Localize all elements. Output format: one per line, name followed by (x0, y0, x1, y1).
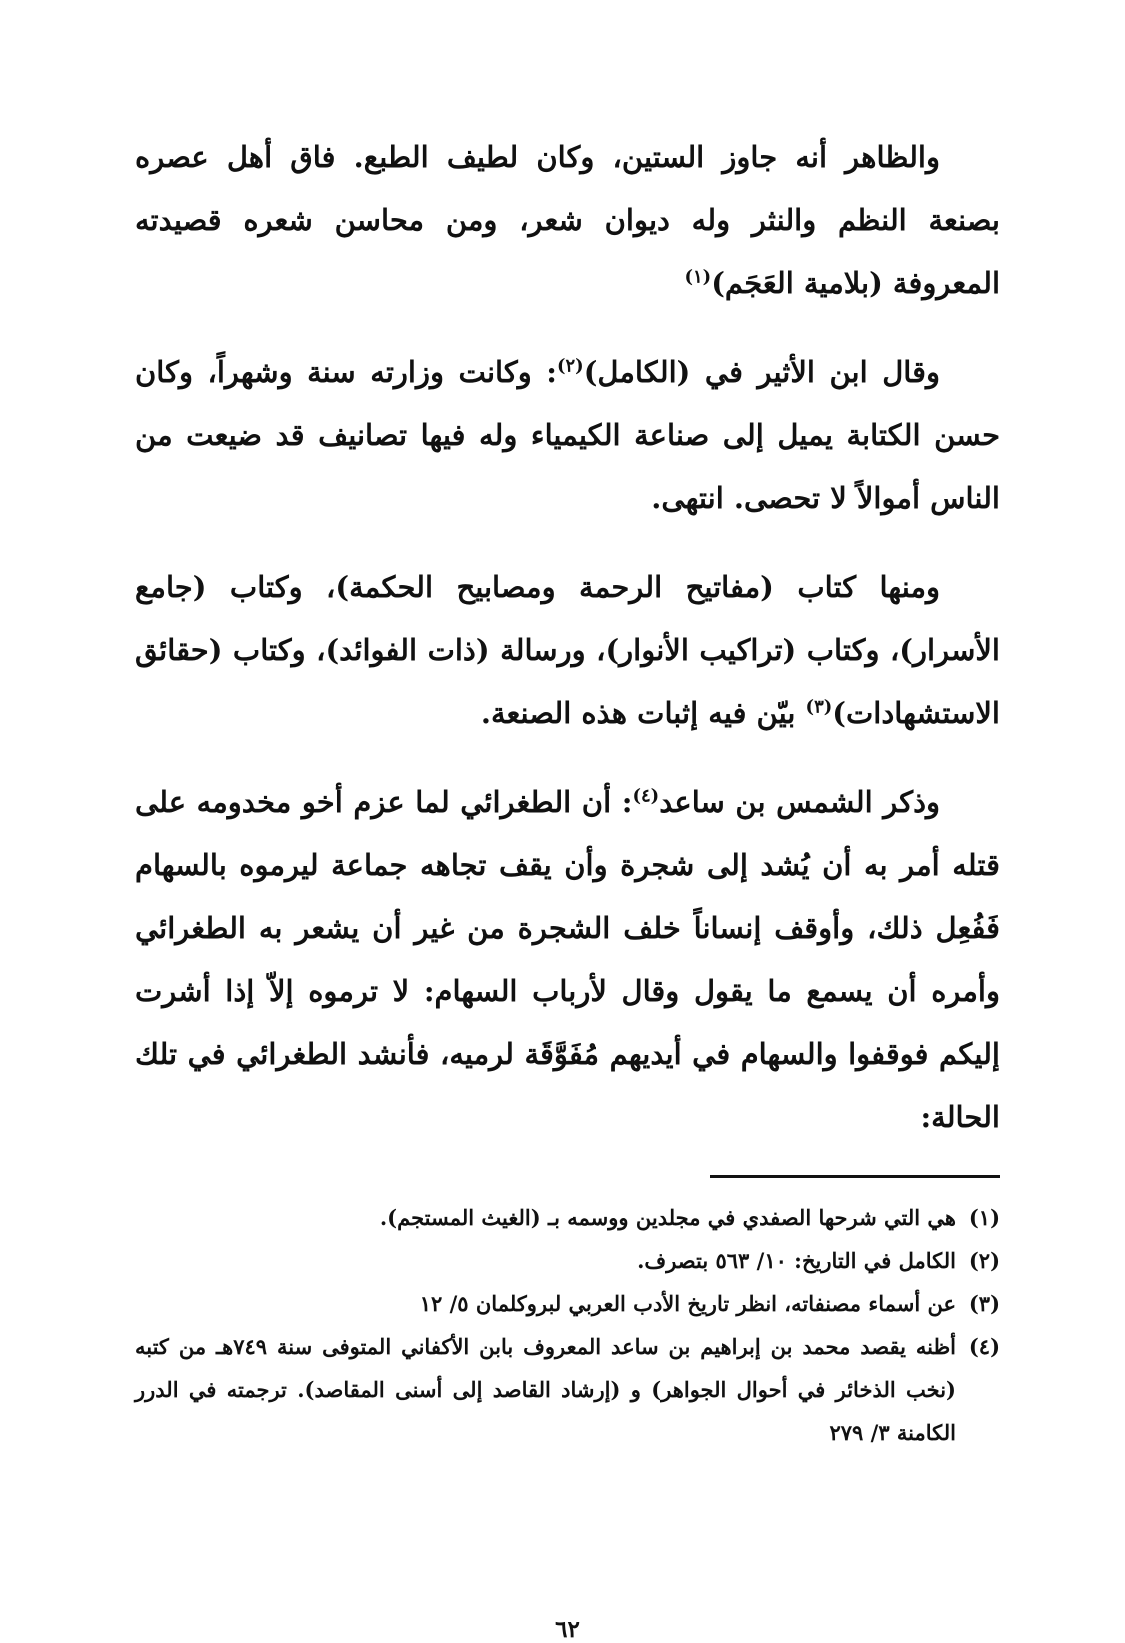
footnote-text: هي التي شرحها الصفدي في مجلدين ووسمه بـ (الغيث المستجم). (379, 1205, 956, 1230)
paragraph-3 (135, 556, 1000, 745)
paragraph-4 (135, 771, 1000, 1149)
footnote-4 (135, 1325, 1000, 1454)
paragraph-4-text: وذكر الشمس بن ساعد (659, 785, 940, 819)
footnote-number: (٢) (968, 1248, 1000, 1273)
paragraph-1-text: والظاهر أنه جاوز الستين، وكان لطيف الطبع. فاق أهل عصره بصنعة النظم والنثر وله ديوان شعر، ومن محاسن شعره قصيدته المعروفة (بلامية العَجَم) (135, 140, 1000, 300)
footnote-1 (135, 1196, 1000, 1239)
footnote-3 (135, 1282, 1000, 1325)
book-page (135, 126, 1000, 1643)
footnotes (135, 1196, 1000, 1454)
footnote-text: الكامل في التاريخ: ١٠/ ٥٦٣ بتصرف. (637, 1248, 956, 1273)
footnote-ref-1[interactable]: (١) (684, 266, 712, 288)
footnote-number: (٣) (968, 1291, 1000, 1316)
paragraph-2-text: وقال ابن الأثير في (الكامل) (583, 355, 941, 389)
paragraph-4-tail: : أن الطغرائي لما عزم أخو مخدومه على قتله أمر به أن يُشد إلى شجرة وأن يقف تجاهه جماعة ليرموه بالسهام فَفُعِل ذلك، وأوقف إنساناً خلف الشجرة من غير أن يشعر به الطغرائي وأمره أن يسمع ما يقول وقال لأرباب السهام: لا ترموه إلاّ إذا أشرت إليكم فوقفوا والسهام في أيديهم مُفَوَّقَة لرميه، فأنشد الطغرائي في تلك الحالة: (135, 785, 1000, 1134)
footnote-ref-4[interactable]: (٤) (632, 785, 660, 807)
main-text (135, 126, 1000, 1149)
paragraph-2-tail: : وكانت وزارته سنة وشهراً، وكان حسن الكتابة يميل إلى صناعة الكيمياء وله فيها تصانيف قد ضيعت من الناس أموالاً لا تحصى. انتهى. (135, 355, 1000, 515)
paragraph-1 (135, 126, 1000, 315)
footnote-text: أظنه يقصد محمد بن إبراهيم بن ساعد المعروف بابن الأكفاني المتوفى سنة ٧٤٩هـ من كتبه (نخب الذخائر في أحوال الجواهر) و (إرشاد القاصد إلى أسنى المقاصد). ترجمته في الدرر الكامنة ٣/ ٢٧٩ (135, 1334, 957, 1445)
paragraph-3-text: ومنها كتاب (مفاتيح الرحمة ومصابيح الحكمة)، وكتاب (جامع الأسرار)، وكتاب (تراكيب الأنوار)، ورسالة (ذات الفوائد)، وكتاب (حقائق الاستشهادات) (135, 570, 1000, 730)
footnote-text: عن أسماء مصنفاته، انظر تاريخ الأدب العربي لبروكلمان ٥/ ١٢ (419, 1291, 956, 1316)
paragraph-3-tail: بيّن فيه إثبات هذه الصنعة. (480, 696, 806, 730)
paragraph-2 (135, 341, 1000, 530)
page-number: ٦٢ (555, 1616, 580, 1643)
footnote-number: (٤) (968, 1334, 1000, 1359)
footnote-2 (135, 1239, 1000, 1282)
footnote-number: (١) (968, 1205, 1000, 1230)
footnote-ref-2[interactable]: (٢) (556, 355, 584, 377)
footnote-ref-3[interactable]: (٣) (805, 696, 833, 718)
footnote-divider (710, 1175, 1000, 1178)
